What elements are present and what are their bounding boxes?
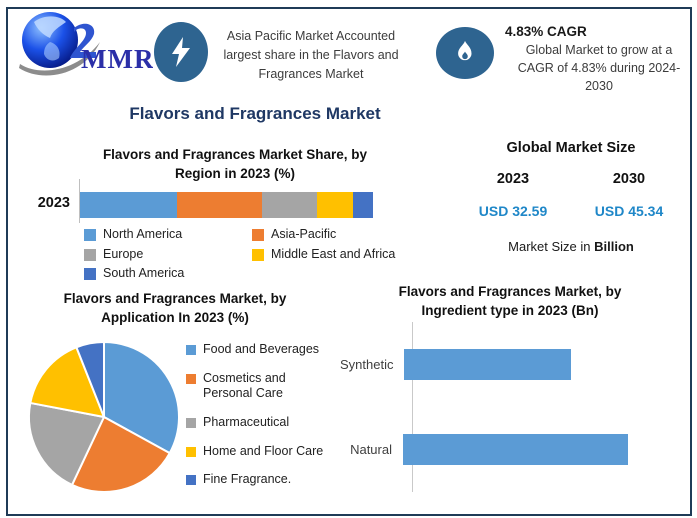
region-stacked-bar (80, 192, 373, 218)
ingredient-bar-row (340, 322, 690, 407)
legend-swatch (186, 418, 196, 428)
flame-icon-circle (436, 27, 494, 79)
legend-label: Asia-Pacific (271, 227, 337, 241)
region-bar-segment (177, 192, 262, 218)
market-size-caption: Market Size in Billion (508, 239, 634, 254)
page-title: Flavors and Fragrances Market (129, 104, 381, 123)
ingredient-chart-title (345, 283, 675, 321)
ingredient-bars (340, 322, 690, 492)
region-bar-segment (262, 192, 318, 218)
application-legend (186, 342, 338, 488)
market-size-year-2023: 2023 (496, 171, 530, 187)
market-size-title: Global Market Size (506, 140, 636, 156)
legend-label: South America (103, 266, 185, 281)
flame-icon (453, 40, 477, 66)
region-bar-segment (317, 192, 352, 218)
legend-swatch (186, 447, 196, 457)
legend-label: North America (103, 227, 183, 241)
legend-item (252, 227, 419, 243)
legend-swatch (186, 374, 196, 384)
ingredient-bar (404, 349, 571, 380)
legend-swatch (84, 268, 96, 280)
application-chart-title-line1: Flavors and Fragrances Market, by (63, 291, 287, 306)
ingredient-category-label: Natural (350, 442, 392, 457)
application-chart-title (20, 290, 330, 328)
global-market-size-panel (455, 140, 687, 254)
globe-icon (18, 8, 153, 82)
legend-label: Food and Beverages (203, 342, 320, 356)
region-bar-segment (80, 192, 177, 218)
region-chart-title (60, 146, 410, 184)
legend-item (186, 444, 338, 460)
ingredient-bar (403, 434, 628, 465)
region-bar-segment (353, 192, 374, 218)
legend-swatch (186, 475, 196, 485)
legend-swatch (252, 229, 264, 241)
ingredient-bar-row (340, 407, 690, 492)
cagr-highlight (505, 24, 693, 95)
legend-item (84, 266, 250, 282)
legend-label: Middle East and Africa (271, 246, 396, 261)
lightning-icon-circle (154, 22, 208, 82)
legend-label: Pharmaceutical (203, 414, 290, 429)
region-chart-title-line2: Region in 2023 (%) (174, 165, 296, 181)
application-pie-chart (24, 337, 184, 497)
legend-swatch (84, 249, 96, 261)
region-axis-label-2023: 2023 (37, 195, 70, 211)
asia-highlight-text: Asia Pacific Market Accounted largest share in the Flavors and Fragrances Market (223, 29, 399, 81)
legend-label: Cosmetics and Personal Care (203, 370, 286, 401)
legend-item (186, 342, 338, 358)
legend-swatch (84, 229, 96, 241)
ingredient-chart-title-line2: Ingredient type in 2023 (Bn) (421, 302, 599, 318)
legend-swatch (186, 345, 196, 355)
ingredient-category-label: Synthetic (340, 357, 394, 372)
ingredient-chart-title-line1: Flavors and Fragrances Market, by (398, 284, 622, 299)
legend-label: Home and Floor Care (203, 443, 324, 458)
legend-item (186, 371, 338, 402)
logo-text: MMR (81, 44, 153, 74)
legend-label: Europe (103, 246, 144, 261)
region-legend (84, 227, 419, 282)
legend-swatch (252, 249, 264, 261)
market-size-year-2030: 2030 (612, 171, 646, 187)
legend-item (186, 415, 338, 431)
market-size-value-2030: USD 45.34 (594, 203, 664, 219)
market-size-value-2023: USD 32.59 (478, 203, 548, 219)
legend-item (186, 472, 338, 488)
mmr-logo (18, 8, 153, 82)
cagr-text: Global Market to grow at a CAGR of 4.83% during 2024-2030 (517, 43, 681, 94)
legend-item (84, 247, 250, 263)
legend-item (252, 247, 419, 263)
application-chart-title-line2: Application In 2023 (%) (101, 309, 249, 325)
legend-item (84, 227, 250, 243)
lightning-bolt-icon (170, 37, 192, 67)
cagr-title: 4.83% CAGR (505, 24, 587, 39)
region-chart-title-line1: Flavors and Fragrances Market Share, by (102, 147, 368, 162)
legend-label: Fine Fragrance. (203, 472, 292, 487)
